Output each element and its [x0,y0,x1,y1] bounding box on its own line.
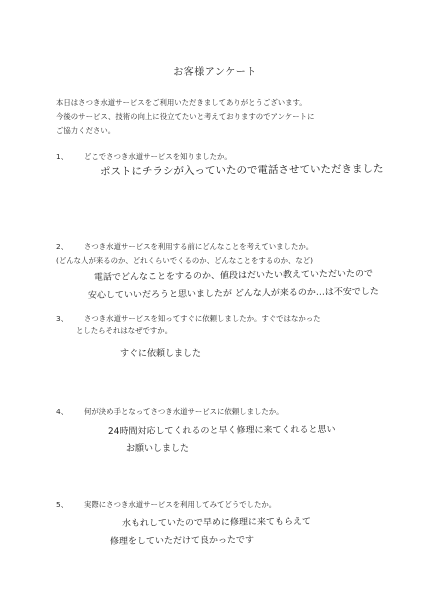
answer-5-line-1: 水もれしていたので早めに修理に来てもらえて [121,517,312,529]
question-number: 4、 [56,407,69,416]
answer-2-line-1: 電話でどんなことをするのか、値段はだいたい教えていただいたので [93,269,374,283]
question-text: どこでさつき水道サービスを知りましたか。 [84,152,232,161]
intro-text [56,96,406,138]
question-text: 実際にさつき水道サービスを利用してみてどうでしたか。 [84,500,277,509]
answer-1: ポストにチラシが入っていたので電話させていただきました [99,163,384,178]
answer-4-line-1: 24時間対応してくれるのと早く修理に来てくれると思い [107,425,336,437]
intro-line: ご協力ください。 [56,126,116,135]
answer-5-line-2: 修理をしていただけて良かったです [109,535,255,547]
page-title: お客様アンケート [173,67,257,78]
question-2-note: (どんな人が来るのか、どれくらいでくるのか、どんなことをするのか、など) [56,256,314,265]
answer-4-line-2: お願いしました [126,444,190,454]
question-text: 何が決め手となってさつき水道サービスに依頼しましたか。 [84,407,284,416]
question-number: 1、 [56,152,69,161]
question-number: 2、 [56,242,69,251]
question-number: 3、 [56,314,69,323]
question-text: さつき水道サービスを利用する前にどんなことを考えていましたか。 [84,242,314,251]
question-text: さつき水道サービスを知ってすぐに依頼しましたか。すぐではなかった [84,314,321,323]
answer-3: すぐに依頼しました [120,349,202,359]
question-text: としたらそれはなぜですか。 [76,326,173,335]
question-number: 5、 [56,500,69,509]
intro-line: 本日はさつき水道サービスをご利用いただきましてありがとうございます。 [56,98,307,107]
intro-line: 今後のサービス、技術の向上に役立てたいと考えておりますのでアンケートに [56,112,315,121]
answer-2-line-2: 安心していいだろうと思いましたが どんな人が来るのか…は不安でした [87,286,379,301]
